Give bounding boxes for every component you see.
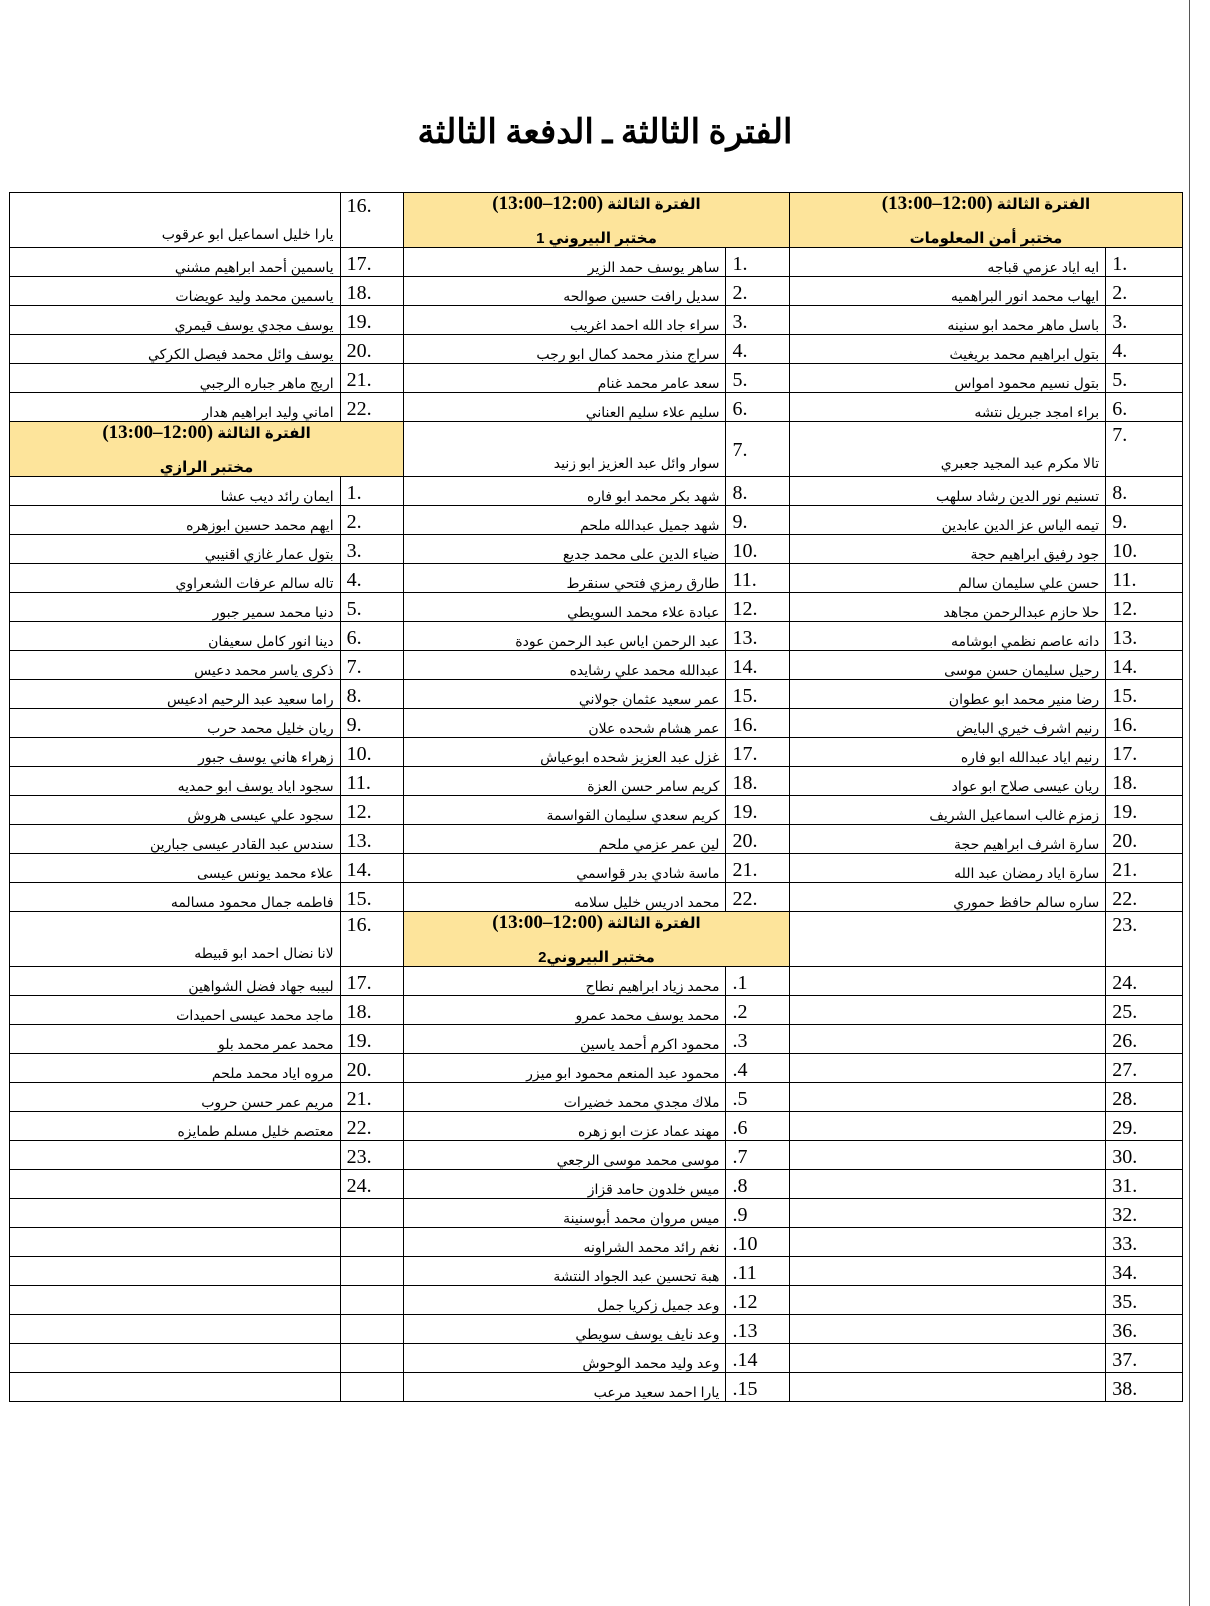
name-cell: حلا حازم عبدالرحمن مجاهد — [789, 593, 1105, 622]
number-cell: 15. — [726, 680, 789, 709]
table-row — [10, 335, 1183, 364]
number-cell: .9 — [726, 1199, 789, 1228]
name-cell: سارة اياد رمضان عبد الله — [789, 854, 1105, 883]
number-cell: .15 — [726, 1373, 789, 1402]
number-cell: 20. — [726, 825, 789, 854]
number-cell: 11. — [340, 767, 403, 796]
number-cell: 27. — [1106, 1054, 1183, 1083]
number-cell: 28. — [1106, 1083, 1183, 1112]
number-cell: 5. — [1106, 364, 1183, 393]
number-cell: 35. — [1106, 1286, 1183, 1315]
empty-cell — [789, 1025, 1105, 1054]
number-cell — [340, 1344, 403, 1373]
name-cell: سجود اياد يوسف ابو حمديه — [10, 767, 341, 796]
name-cell: عبدالله محمد علي رشايده — [404, 651, 726, 680]
number-cell: 17. — [1106, 738, 1183, 767]
number-cell: 13. — [340, 825, 403, 854]
name-cell: محمد زياد ابراهيم نطاح — [404, 967, 726, 996]
number-cell: 22. — [1106, 883, 1183, 912]
header-period: الفترة الثالثة — [607, 196, 701, 213]
number-cell — [340, 1257, 403, 1286]
table-row — [10, 477, 1183, 506]
number-cell: 21. — [340, 364, 403, 393]
name-cell — [10, 1228, 341, 1257]
name-cell — [10, 1257, 341, 1286]
name-cell: عمر هشام شحده علان — [404, 709, 726, 738]
number-cell: .1 — [726, 967, 789, 996]
number-cell: 23. — [1106, 912, 1183, 967]
name-cell: ميس مروان محمد أبوسنينة — [404, 1199, 726, 1228]
name-cell: جود رفيق ابراهيم حجة — [789, 535, 1105, 564]
number-cell: .3 — [726, 1025, 789, 1054]
name-cell: دينا انور كامل سعيفان — [10, 622, 341, 651]
name-cell: ميس خلدون حامد قزاز — [404, 1170, 726, 1199]
name-cell: لانا نضال احمد ابو قبيطه — [10, 912, 341, 967]
name-cell — [10, 1170, 341, 1199]
empty-cell — [789, 1112, 1105, 1141]
empty-cell — [789, 1344, 1105, 1373]
number-cell: 10. — [340, 738, 403, 767]
name-cell — [10, 1315, 341, 1344]
name-cell: ريان عيسى صلاح ابو عواد — [789, 767, 1105, 796]
number-cell: 22. — [340, 393, 403, 422]
table-row — [10, 1228, 1183, 1257]
number-cell: 12. — [726, 593, 789, 622]
number-cell: 6. — [726, 393, 789, 422]
name-cell: مهند عماد عزت ابو زهره — [404, 1112, 726, 1141]
name-cell: اماني وليد ابراهيم هدار — [10, 393, 341, 422]
number-cell: 17. — [340, 248, 403, 277]
table-row — [10, 622, 1183, 651]
number-cell: 9. — [726, 506, 789, 535]
number-cell: 21. — [340, 1083, 403, 1112]
number-cell: 29. — [1106, 1112, 1183, 1141]
name-cell: يارا احمد سعيد مرعب — [404, 1373, 726, 1402]
name-cell: تسنيم نور الدين رشاد سلهب — [789, 477, 1105, 506]
name-cell: كريم سامر حسن العزة — [404, 767, 726, 796]
table-row — [10, 996, 1183, 1025]
name-cell: رنيم اشرف خيري البايض — [789, 709, 1105, 738]
number-cell: .8 — [726, 1170, 789, 1199]
number-cell — [340, 1373, 403, 1402]
number-cell: 16. — [340, 193, 403, 248]
name-cell: لبيبه جهاد فضل الشواهين — [10, 967, 341, 996]
number-cell: 15. — [1106, 680, 1183, 709]
table-row — [10, 593, 1183, 622]
name-cell: سعد عامر محمد غنام — [404, 364, 726, 393]
header-lab: مختبر البيروني 1 — [536, 230, 657, 247]
name-cell: محمد ادريس خليل سلامه — [404, 883, 726, 912]
name-cell: فاطمه جمال محمود مسالمه — [10, 883, 341, 912]
number-cell: 8. — [340, 680, 403, 709]
name-cell: ياسمين أحمد ابراهيم مشني — [10, 248, 341, 277]
number-cell: 11. — [1106, 564, 1183, 593]
number-cell: 19. — [726, 796, 789, 825]
empty-cell — [789, 1373, 1105, 1402]
empty-cell — [789, 967, 1105, 996]
name-cell: راما سعيد عبد الرحيم ادعيس — [10, 680, 341, 709]
number-cell: 31. — [1106, 1170, 1183, 1199]
empty-cell — [789, 1257, 1105, 1286]
number-cell: 16. — [1106, 709, 1183, 738]
empty-cell — [789, 1286, 1105, 1315]
number-cell: 14. — [340, 854, 403, 883]
number-cell: 8. — [1106, 477, 1183, 506]
table-row — [10, 1083, 1183, 1112]
header-time: (12:00–13:00) — [881, 193, 993, 214]
name-cell: ايمان رائد ديب عشا — [10, 477, 341, 506]
number-cell: 20. — [340, 1054, 403, 1083]
number-cell — [340, 1199, 403, 1228]
number-cell: 34. — [1106, 1257, 1183, 1286]
name-cell: محمد يوسف محمد عمرو — [404, 996, 726, 1025]
number-cell: 19. — [340, 306, 403, 335]
name-cell: علاء محمد يونس عيسى — [10, 854, 341, 883]
name-cell: سوار وائل عبد العزيز ابو زنيد — [404, 422, 726, 477]
empty-cell — [789, 1083, 1105, 1112]
number-cell: 22. — [340, 1112, 403, 1141]
number-cell: 37. — [1106, 1344, 1183, 1373]
empty-cell — [789, 1141, 1105, 1170]
number-cell: .2 — [726, 996, 789, 1025]
number-cell: 30. — [1106, 1141, 1183, 1170]
header-lab: مختبر أمن المعلومات — [909, 230, 1063, 247]
empty-cell — [789, 1054, 1105, 1083]
number-cell: 18. — [726, 767, 789, 796]
number-cell: .7 — [726, 1141, 789, 1170]
table-row — [10, 1344, 1183, 1373]
name-cell: رحيل سليمان حسن موسى — [789, 651, 1105, 680]
number-cell: 9. — [340, 709, 403, 738]
name-cell: كريم سعدي سليمان القواسمة — [404, 796, 726, 825]
name-cell: نغم رائد محمد الشراونه — [404, 1228, 726, 1257]
name-cell: عمر سعيد عثمان جولاني — [404, 680, 726, 709]
number-cell: 8. — [726, 477, 789, 506]
name-cell: زمزم غالب اسماعيل الشريف — [789, 796, 1105, 825]
header-lab: مختبر الرازي — [159, 459, 254, 476]
number-cell: 7. — [1106, 422, 1183, 477]
name-cell: ماسة شادي بدر قواسمي — [404, 854, 726, 883]
name-cell: باسل ماهر محمد ابو سنينه — [789, 306, 1105, 335]
number-cell: 38. — [1106, 1373, 1183, 1402]
number-cell: 3. — [1106, 306, 1183, 335]
number-cell: 23. — [340, 1141, 403, 1170]
header-time: (12:00–13:00) — [492, 912, 604, 933]
name-cell: سارة اشرف ابراهيم حجة — [789, 825, 1105, 854]
number-cell: 2. — [726, 277, 789, 306]
number-cell: 25. — [1106, 996, 1183, 1025]
name-cell: براء امجد جبريل نتشه — [789, 393, 1105, 422]
number-cell: 21. — [726, 854, 789, 883]
number-cell: 4. — [340, 564, 403, 593]
table-row — [10, 1373, 1183, 1402]
empty-cell — [789, 1315, 1105, 1344]
name-cell: ايهم محمد حسين ابوزهره — [10, 506, 341, 535]
lab-header-razi — [10, 422, 404, 477]
name-cell: اريج ماهر جباره الرجبي — [10, 364, 341, 393]
number-cell: 22. — [726, 883, 789, 912]
number-cell: 33. — [1106, 1228, 1183, 1257]
number-cell: 18. — [1106, 767, 1183, 796]
table-row — [10, 1141, 1183, 1170]
table-row — [10, 709, 1183, 738]
table-row — [10, 564, 1183, 593]
name-cell: يوسف مجدي يوسف قيمري — [10, 306, 341, 335]
table-row — [10, 825, 1183, 854]
name-cell: بتول نسيم محمود امواس — [789, 364, 1105, 393]
table-row — [10, 1286, 1183, 1315]
name-cell: سراء جاد الله احمد اغريب — [404, 306, 726, 335]
name-cell: ساره سالم حافظ حموري — [789, 883, 1105, 912]
number-cell: 36. — [1106, 1315, 1183, 1344]
name-cell: تيمه الياس عز الدين عابدين — [789, 506, 1105, 535]
number-cell: 19. — [1106, 796, 1183, 825]
table-row — [10, 967, 1183, 996]
empty-cell — [789, 1228, 1105, 1257]
name-cell: حسن علي سليمان سالم — [789, 564, 1105, 593]
name-cell: لين عمر عزمي ملحم — [404, 825, 726, 854]
table-row — [10, 277, 1183, 306]
number-cell: 10. — [1106, 535, 1183, 564]
number-cell: 13. — [726, 622, 789, 651]
name-cell: سندس عبد القادر عيسى جبارين — [10, 825, 341, 854]
header-time: (12:00–13:00) — [102, 422, 214, 443]
table-row — [10, 422, 1183, 477]
name-cell: محمود اكرم أحمد ياسين — [404, 1025, 726, 1054]
name-cell: عبد الرحمن اياس عبد الرحمن عودة — [404, 622, 726, 651]
name-cell: مروه اياد محمد ملحم — [10, 1054, 341, 1083]
name-cell: ماجد محمد عيسى احميدات — [10, 996, 341, 1025]
number-cell: 5. — [340, 593, 403, 622]
name-cell: يارا خليل اسماعيل ابو عرقوب — [10, 193, 341, 248]
number-cell: .14 — [726, 1344, 789, 1373]
number-cell: 2. — [1106, 277, 1183, 306]
table-row — [10, 1054, 1183, 1083]
lab-header-biruni1 — [404, 193, 790, 248]
name-cell: دنيا محمد سمير جبور — [10, 593, 341, 622]
number-cell: 20. — [340, 335, 403, 364]
name-cell: سراج منذر محمد كمال ابو رجب — [404, 335, 726, 364]
name-cell: ضياء الدين على محمد جديع — [404, 535, 726, 564]
name-cell — [10, 1199, 341, 1228]
empty-cell — [789, 1199, 1105, 1228]
number-cell: 19. — [340, 1025, 403, 1054]
empty-cell — [789, 912, 1105, 967]
number-cell: 1. — [340, 477, 403, 506]
name-cell: عبادة علاء محمد السويطي — [404, 593, 726, 622]
name-cell: معتصم خليل مسلم طمايزه — [10, 1112, 341, 1141]
number-cell: 26. — [1106, 1025, 1183, 1054]
name-cell: محمود عبد المنعم محمود ابو ميزر — [404, 1054, 726, 1083]
table-row — [10, 364, 1183, 393]
table-row — [10, 651, 1183, 680]
table-row — [10, 393, 1183, 422]
table-row — [10, 1315, 1183, 1344]
name-cell: ذكرى ياسر محمد دعيس — [10, 651, 341, 680]
header-period: الفترة الثالثة — [996, 196, 1091, 213]
name-cell: وعد نايف يوسف سويطي — [404, 1315, 726, 1344]
page-edge-rule — [1189, 0, 1190, 1606]
name-cell: شهد جميل عبدالله ملحم — [404, 506, 726, 535]
schedule-table — [9, 192, 1183, 1402]
name-cell: رضا منير محمد ابو عطوان — [789, 680, 1105, 709]
number-cell: 17. — [726, 738, 789, 767]
number-cell: 5. — [726, 364, 789, 393]
table-row — [10, 1257, 1183, 1286]
number-cell: 32. — [1106, 1199, 1183, 1228]
table-row — [10, 535, 1183, 564]
name-cell — [10, 1141, 341, 1170]
table-row — [10, 738, 1183, 767]
name-cell: شهد بكر محمد ابو فاره — [404, 477, 726, 506]
name-cell: يوسف وائل محمد فيصل الكركي — [10, 335, 341, 364]
number-cell: 20. — [1106, 825, 1183, 854]
name-cell: بتول عمار غازي اقنيبي — [10, 535, 341, 564]
number-cell: 24. — [1106, 967, 1183, 996]
number-cell: 3. — [726, 306, 789, 335]
number-cell: 11. — [726, 564, 789, 593]
name-cell: وعد جميل زكريا جمل — [404, 1286, 726, 1315]
number-cell: 3. — [340, 535, 403, 564]
name-cell: ملاك مجدي محمد خضيرات — [404, 1083, 726, 1112]
number-cell: 4. — [1106, 335, 1183, 364]
number-cell: 24. — [340, 1170, 403, 1199]
number-cell: 9. — [1106, 506, 1183, 535]
name-cell: ايهاب محمد انور البراهميه — [789, 277, 1105, 306]
name-cell: طارق رمزي فتحي سنقرط — [404, 564, 726, 593]
number-cell: 17. — [340, 967, 403, 996]
header-period: الفترة الثالثة — [217, 425, 311, 442]
table-row — [10, 248, 1183, 277]
number-cell: 10. — [726, 535, 789, 564]
number-cell — [340, 1286, 403, 1315]
lab-header-infosec — [789, 193, 1182, 248]
header-lab: مختبر البيروني2 — [538, 949, 655, 966]
number-cell: 18. — [340, 996, 403, 1025]
table-row — [10, 854, 1183, 883]
name-cell: سجود علي عيسى هروش — [10, 796, 341, 825]
table-row — [10, 306, 1183, 335]
name-cell — [10, 1286, 341, 1315]
number-cell: 14. — [726, 651, 789, 680]
name-cell: موسى محمد موسى الرجعي — [404, 1141, 726, 1170]
number-cell: 12. — [1106, 593, 1183, 622]
table-row — [10, 912, 1183, 967]
lab-header-biruni2 — [404, 912, 790, 967]
name-cell — [10, 1344, 341, 1373]
name-cell: محمد عمر محمد بلو — [10, 1025, 341, 1054]
number-cell: .13 — [726, 1315, 789, 1344]
page-title: الفترة الثالثة ـ الدفعة الثالثة — [417, 114, 793, 151]
number-cell — [340, 1228, 403, 1257]
name-cell: سليم علاء سليم العناني — [404, 393, 726, 422]
name-cell: هبة تحسين عبد الجواد النتشة — [404, 1257, 726, 1286]
number-cell: .11 — [726, 1257, 789, 1286]
name-cell — [10, 1373, 341, 1402]
name-cell: وعد وليد محمد الوحوش — [404, 1344, 726, 1373]
table-row — [10, 1199, 1183, 1228]
name-cell: ساهر يوسف حمد الزير — [404, 248, 726, 277]
name-cell: سديل رافت حسين صوالحه — [404, 277, 726, 306]
number-cell: 12. — [340, 796, 403, 825]
number-cell: .10 — [726, 1228, 789, 1257]
name-cell: ريان خليل محمد حرب — [10, 709, 341, 738]
header-period: الفترة الثالثة — [607, 915, 701, 932]
number-cell: 7. — [726, 422, 789, 477]
number-cell: 6. — [1106, 393, 1183, 422]
empty-cell — [789, 1170, 1105, 1199]
name-cell: تالا مكرم عبد المجيد جعبري — [789, 422, 1105, 477]
table-row — [10, 506, 1183, 535]
number-cell: 6. — [340, 622, 403, 651]
name-cell: ايه اياد عزمي قباجه — [789, 248, 1105, 277]
number-cell: 7. — [340, 651, 403, 680]
number-cell: .5 — [726, 1083, 789, 1112]
header-time: (12:00–13:00) — [492, 193, 604, 214]
number-cell: 1. — [1106, 248, 1183, 277]
name-cell: بتول ابراهيم محمد بريغيث — [789, 335, 1105, 364]
name-cell: تاله سالم عرفات الشعراوي — [10, 564, 341, 593]
empty-cell — [789, 996, 1105, 1025]
number-cell: 4. — [726, 335, 789, 364]
name-cell: ياسمين محمد وليد عويضات — [10, 277, 341, 306]
number-cell: .6 — [726, 1112, 789, 1141]
number-cell: 1. — [726, 248, 789, 277]
name-cell: غزل عبد العزيز شحده ابوعياش — [404, 738, 726, 767]
name-cell: زهراء هاني يوسف جبور — [10, 738, 341, 767]
number-cell: 18. — [340, 277, 403, 306]
number-cell: 16. — [726, 709, 789, 738]
name-cell: دانه عاصم نظمي ابوشامه — [789, 622, 1105, 651]
number-cell: .12 — [726, 1286, 789, 1315]
name-cell: مريم عمر حسن حروب — [10, 1083, 341, 1112]
table-row — [10, 796, 1183, 825]
number-cell: 15. — [340, 883, 403, 912]
number-cell: 13. — [1106, 622, 1183, 651]
number-cell: 21. — [1106, 854, 1183, 883]
number-cell: 14. — [1106, 651, 1183, 680]
table-row — [10, 1025, 1183, 1054]
table-row — [10, 1170, 1183, 1199]
number-cell: 16. — [340, 912, 403, 967]
table-row — [10, 883, 1183, 912]
number-cell — [340, 1315, 403, 1344]
table-row — [10, 680, 1183, 709]
header-row — [10, 193, 1183, 248]
name-cell: رنيم اياد عبدالله ابو فاره — [789, 738, 1105, 767]
number-cell: .4 — [726, 1054, 789, 1083]
table-row — [10, 1112, 1183, 1141]
number-cell: 2. — [340, 506, 403, 535]
table-row — [10, 767, 1183, 796]
